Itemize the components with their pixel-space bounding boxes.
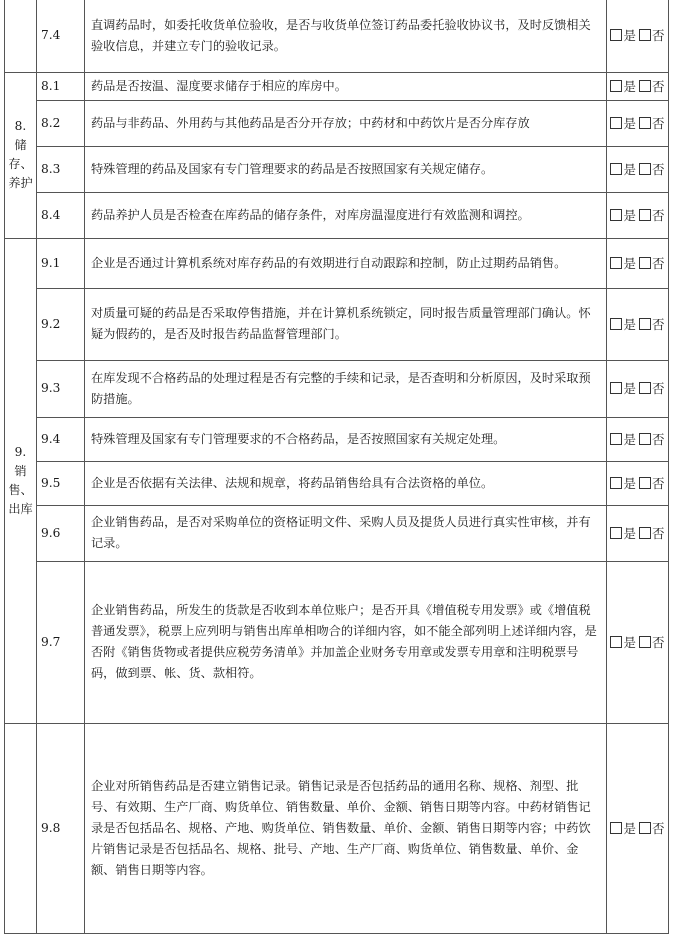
yes-checkbox[interactable] [610,80,622,92]
yes-no-checkbox[interactable]: 是 否 [607,360,669,417]
item-text: 药品是否按温、湿度要求储存于相应的库房中。 [85,72,607,100]
no-checkbox[interactable] [639,29,651,41]
table-row [5,100,669,146]
yes-checkbox[interactable] [610,433,622,445]
yes-checkbox[interactable] [610,29,622,41]
item-number: 7.4 [37,0,85,72]
yes-no-checkbox[interactable]: 是 否 [607,0,669,72]
yes-no-checkbox[interactable]: 是 否 [607,146,669,192]
no-checkbox[interactable] [639,117,651,129]
yes-no-checkbox[interactable]: 是 否 [607,417,669,461]
no-checkbox[interactable] [639,822,651,834]
no-checkbox[interactable] [639,477,651,489]
item-text: 在库发现不合格药品的处理过程是否有完整的手续和记录，是否查明和分析原因，及时采取预防措施。 [85,360,607,417]
yes-checkbox[interactable] [610,257,622,269]
item-number: 9.8 [37,723,85,933]
yes-no-checkbox[interactable]: 是 否 [607,72,669,100]
yes-checkbox[interactable] [610,117,622,129]
table-row [5,417,669,461]
item-text: 直调药品时，如委托收货单位验收，是否与收货单位签订药品委托验收协议书，及时反馈相关验收信息，并建立专门的验收记录。 [85,0,607,72]
item-number: 8.4 [37,192,85,238]
item-number: 8.1 [37,72,85,100]
yes-no-checkbox[interactable]: 是 否 [607,505,669,561]
no-checkbox[interactable] [639,382,651,394]
category-cell [5,0,37,72]
item-text: 特殊管理的药品及国家有专门管理要求的药品是否按照国家有关规定储存。 [85,146,607,192]
yes-checkbox[interactable] [610,209,622,221]
inspection-table [4,0,669,934]
item-number: 8.3 [37,146,85,192]
category-storage: 8. 储存、养护 [5,72,37,238]
item-text: 企业销售药品，是否对采购单位的资格证明文件、采购人员及提货人员进行真实性审核，并有记录。 [85,505,607,561]
item-number: 9.6 [37,505,85,561]
yes-checkbox[interactable] [610,822,622,834]
item-text: 特殊管理及国家有专门管理要求的不合格药品，是否按照国家有关规定处理。 [85,417,607,461]
no-checkbox[interactable] [639,80,651,92]
table-row [5,360,669,417]
table-row [5,288,669,360]
yes-checkbox[interactable] [610,527,622,539]
no-checkbox[interactable] [639,318,651,330]
table-row [5,723,669,933]
item-number: 9.1 [37,238,85,288]
yes-no-checkbox[interactable]: 是 否 [607,723,669,933]
yes-no-checkbox[interactable]: 是 否 [607,238,669,288]
item-text: 对质量可疑的药品是否采取停售措施，并在计算机系统锁定，同时报告质量管理部门确认。怀疑为假药的，是否及时报告药品监督管理部门。 [85,288,607,360]
table-row [5,238,669,288]
item-text: 企业是否通过计算机系统对库存药品的有效期进行自动跟踪和控制，防止过期药品销售。 [85,238,607,288]
item-number: 9.7 [37,561,85,723]
yes-no-checkbox[interactable]: 是 否 [607,192,669,238]
table-row [5,0,669,72]
no-checkbox[interactable] [639,433,651,445]
no-checkbox[interactable] [639,527,651,539]
no-checkbox[interactable] [639,209,651,221]
item-number: 9.3 [37,360,85,417]
yes-checkbox[interactable] [610,477,622,489]
item-text: 药品养护人员是否检查在库药品的储存条件，对库房温湿度进行有效监测和调控。 [85,192,607,238]
table-row [5,146,669,192]
yes-checkbox[interactable] [610,636,622,648]
yes-checkbox[interactable] [610,382,622,394]
item-text: 企业对所销售药品是否建立销售记录。销售记录是否包括药品的通用名称、规格、剂型、批号、有效期、生产厂商、购货单位、销售数量、单价、金额、销售日期等内容。中药材销售记录是否包括品名、规格、产地、购货单位、销售数量、单价、金额、销售日期等内容；中药饮片销售记录是否包括品名、规格、批号、产地、生产厂商、购货单位、销售数量、单价、金额、销售日期等内容。 [85,723,607,933]
table-row [5,192,669,238]
yes-checkbox[interactable] [610,318,622,330]
table-row [5,561,669,723]
yes-no-checkbox[interactable]: 是 否 [607,288,669,360]
yes-no-checkbox[interactable]: 是 否 [607,561,669,723]
yes-no-checkbox[interactable]: 是 否 [607,461,669,505]
yes-no-checkbox[interactable]: 是 否 [607,100,669,146]
item-number: 9.4 [37,417,85,461]
yes-checkbox[interactable] [610,163,622,175]
category-sales: 9. 销售、出库 [5,238,37,723]
no-checkbox[interactable] [639,163,651,175]
no-checkbox[interactable] [639,636,651,648]
table-row [5,72,669,100]
table-row [5,461,669,505]
item-text: 药品与非药品、外用药与其他药品是否分开存放；中药材和中药饮片是否分库存放 [85,100,607,146]
table-row [5,505,669,561]
item-text: 企业销售药品，所发生的货款是否收到本单位账户；是否开具《增值税专用发票》或《增值税普通发票》，税票上应列明与销售出库单相吻合的详细内容，如不能全部列明上述详细内容，是否附《销售货物或者提供应税劳务清单》并加盖企业财务专用章或发票专用章和注明税票号码，做到票、帐、货、款相符。 [85,561,607,723]
no-checkbox[interactable] [639,257,651,269]
item-text: 企业是否依据有关法律、法规和规章，将药品销售给具有合法资格的单位。 [85,461,607,505]
category-cell [5,723,37,933]
item-number: 9.5 [37,461,85,505]
item-number: 8.2 [37,100,85,146]
item-number: 9.2 [37,288,85,360]
